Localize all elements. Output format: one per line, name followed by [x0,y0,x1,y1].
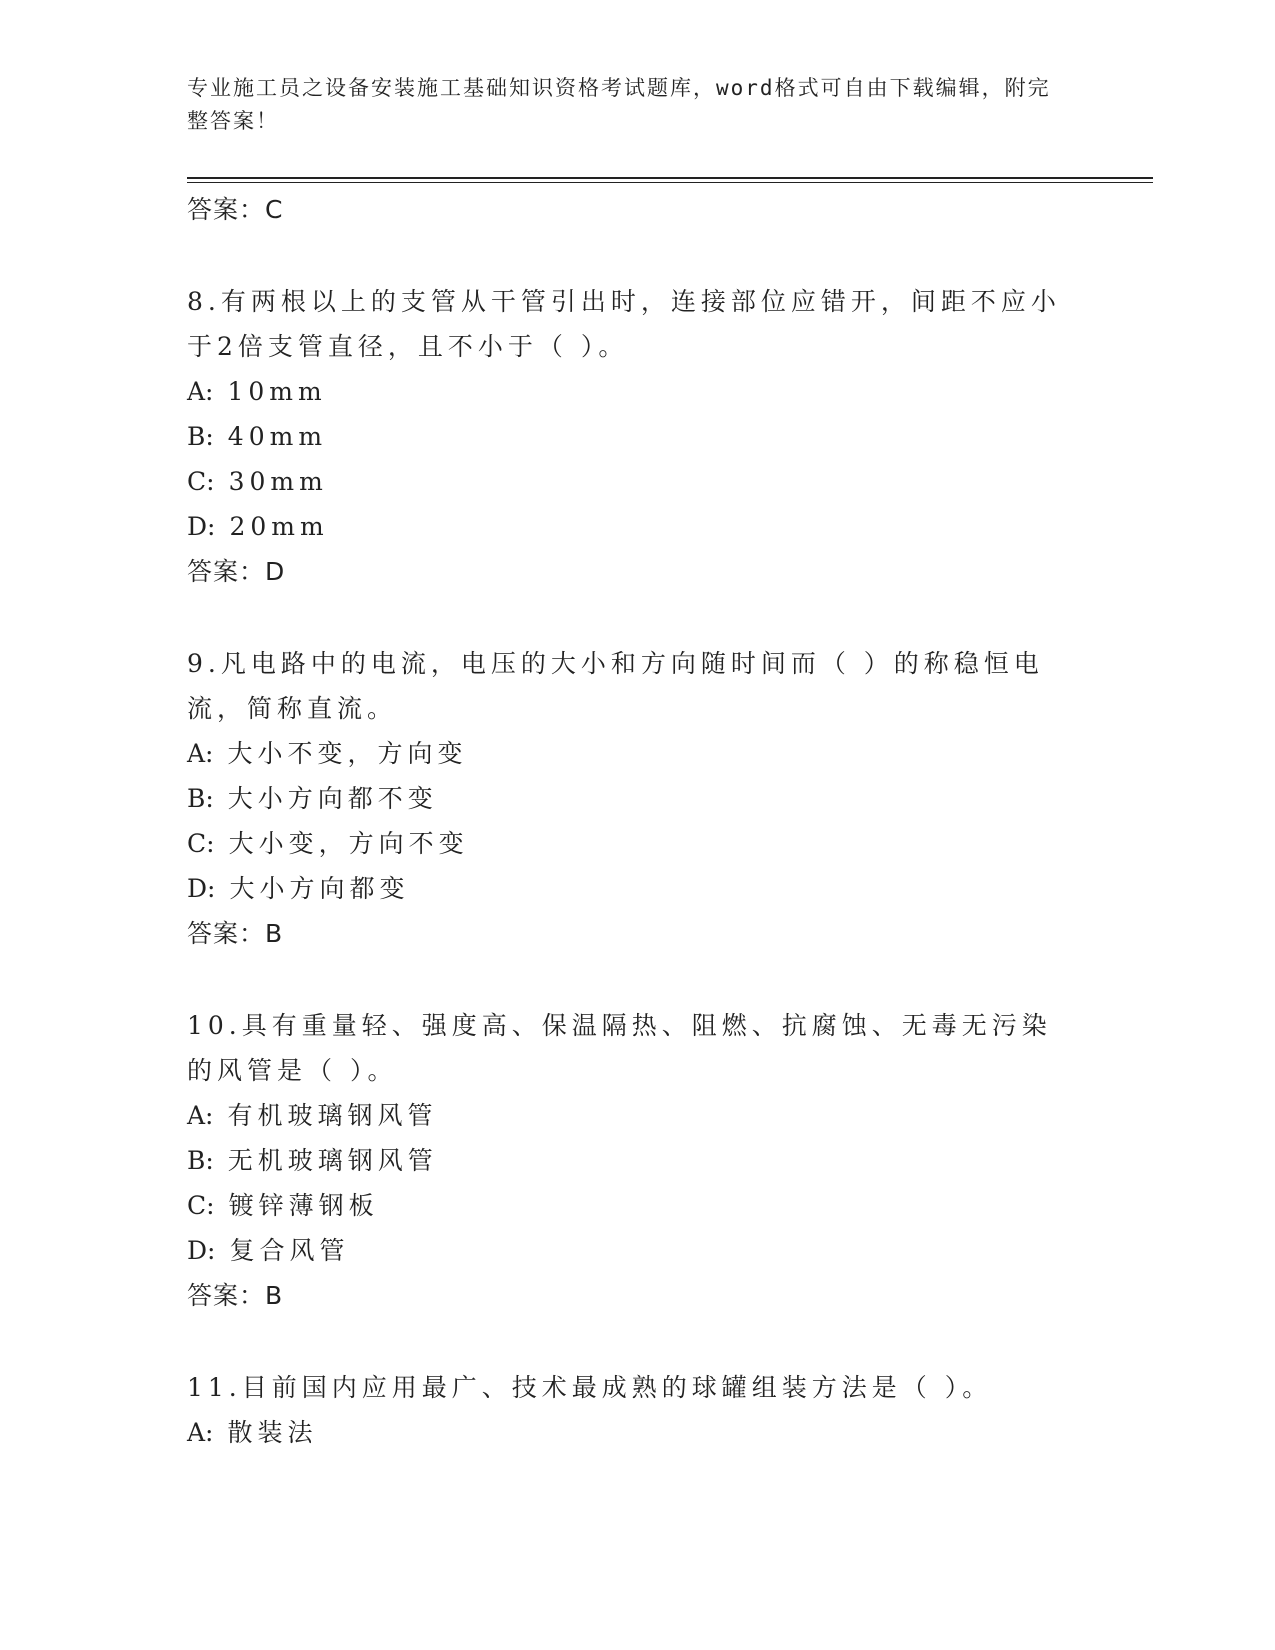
option-text: 大小方向都变 [229,874,410,903]
option-label: A: [187,1418,214,1447]
option-text: 大小不变，方向变 [227,739,468,768]
option-a [187,369,1087,414]
option-text: 无机玻璃钢风管 [227,1146,438,1175]
document-header: 专业施工员之设备安装施工基础知识资格考试题库，word格式可自由下载编辑，附完整答案！ [187,76,1051,133]
spacer [187,594,1087,641]
option-text: 大小方向都不变 [227,784,438,813]
question-text: 8.有两根以上的支管从干管引出时，连接部位应错开，间距不应小于2倍支管直径，且不小于（ ）。 [187,287,1061,361]
question-text: 11.目前国内应用最广、技术最成熟的球罐组装方法是（ ）。 [187,1373,993,1402]
option-d [187,504,1087,549]
spacer [187,232,1087,279]
option-label: C: [187,467,215,496]
option-label: B: [187,784,214,813]
option-text: 10mm [227,377,327,406]
spacer [187,956,1087,1003]
answer-line: 答案：B [187,919,284,948]
option-text: 大小变，方向不变 [228,829,469,858]
option-label: A: [187,377,214,406]
option-c [187,821,1087,866]
answer-line: 答案：C [187,195,284,224]
option-c [187,459,1087,504]
option-text: 40mm [227,422,328,451]
option-label: A: [187,1101,214,1130]
option-d [187,1228,1087,1273]
option-label: A: [187,739,214,768]
answer-line: 答案：D [187,557,286,586]
option-text: 复合风管 [229,1236,350,1265]
option-a [187,1410,1087,1455]
header-divider-thick [187,177,1153,179]
spacer [187,1318,1087,1365]
option-label: D: [187,512,216,541]
option-label: D: [187,874,216,903]
option-text: 镀锌薄钢板 [228,1191,379,1220]
option-text: 有机玻璃钢风管 [227,1101,438,1130]
question-text: 9.凡电路中的电流，电压的大小和方向随时间而（ ）的称稳恒电流，简称直流。 [187,649,1044,723]
option-text: 20mm [229,512,329,541]
option-b [187,776,1087,821]
option-label: D: [187,1236,216,1265]
question-text: 10.具有重量轻、强度高、保温隔热、阻燃、抗腐蚀、无毒无污染的风管是（ ）。 [187,1011,1052,1085]
option-text: 30mm [228,467,328,496]
option-d [187,866,1087,911]
question-list [187,187,1087,1455]
option-label: C: [187,829,215,858]
option-label: B: [187,422,214,451]
option-a [187,1093,1087,1138]
option-a [187,731,1087,776]
option-label: C: [187,1191,215,1220]
option-b [187,1138,1087,1183]
header-divider-thin [187,182,1153,183]
option-text: 散装法 [227,1418,318,1447]
option-b [187,414,1087,459]
option-label: B: [187,1146,214,1175]
answer-line: 答案：B [187,1281,284,1310]
option-c [187,1183,1087,1228]
